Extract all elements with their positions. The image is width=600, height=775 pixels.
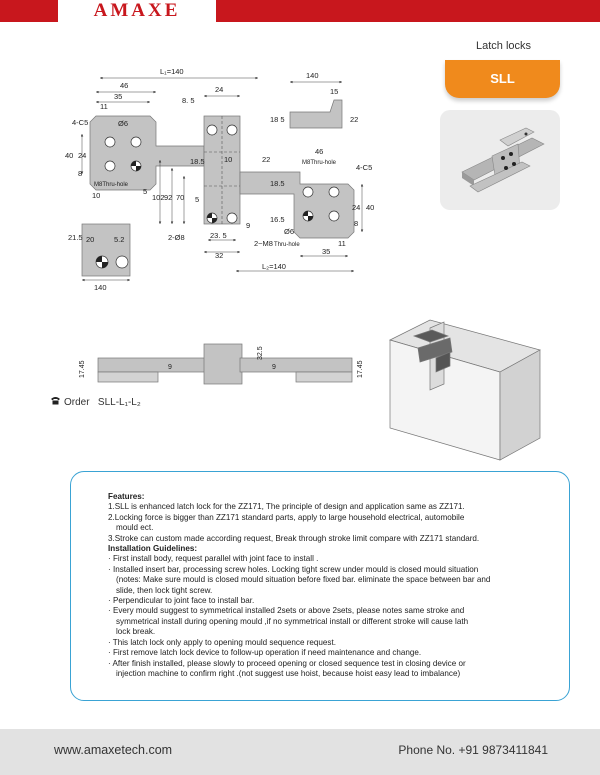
- guideline-line: · First install body, request parallel with joint face to install .: [108, 554, 319, 564]
- feature-item: 2.Locking force is bigger than ZZ171 standard parts, apply to large household electrical, automobile: [108, 512, 465, 522]
- website-link[interactable]: www.amaxetech.com: [54, 743, 173, 757]
- guideline-line: · First remove latch lock device to follow-up operation if need maintenance and change.: [108, 648, 422, 658]
- dim-5-left: 5: [143, 187, 148, 196]
- dim-17-45-left: 17.45: [79, 360, 86, 378]
- dim-8-left: 8: [78, 169, 83, 178]
- dim-16-5-right: 16.5: [270, 215, 285, 224]
- dim-140-small: 140: [94, 283, 107, 292]
- dim-15: 15: [330, 87, 339, 96]
- dim-20: 20: [86, 235, 95, 244]
- guideline-line: · Every mould suggest to symmetrical installed 2sets or above 2sets, please notes same stroke and: [108, 606, 465, 616]
- logo-text: AMAXE: [93, 0, 181, 21]
- guideline-line: · Perpendicular to joint face to install bar.: [108, 596, 255, 606]
- m8-right: M8Thru-hole: [302, 160, 337, 166]
- order-code-row: [50, 396, 141, 408]
- footer: [0, 729, 600, 775]
- phone-icon: [50, 396, 61, 405]
- dim-22-top: 22: [350, 115, 359, 124]
- dim-70: 70: [176, 193, 185, 202]
- dim-2-m8: 2~M8: [254, 239, 273, 248]
- left-block: [90, 116, 204, 190]
- dim-40-right: 40: [366, 203, 375, 212]
- dim-4-c5-right: 4-C5: [356, 163, 373, 172]
- dim-11-right: 11: [338, 239, 346, 248]
- feature-item: 3.Stroke can custom made according request, Break through stroke limit compare with ZZ171 standard.: [108, 533, 480, 543]
- dim-40-left: 40: [65, 151, 74, 160]
- dim-l1: L₁=140: [160, 67, 184, 76]
- guideline-line: symmetrical install during opening mould ,if no symmetrical install or different stroke will cause lath: [116, 616, 469, 626]
- dim-22-center: 22: [262, 155, 271, 164]
- dim-35-right: 35: [322, 247, 331, 256]
- dim-2-o8: 2-Ø8: [168, 233, 185, 242]
- category-label: Latch locks: [476, 40, 532, 52]
- guideline-line: · After finish installed, please slowly to proceed opening or closed sequence test in closing device or: [108, 658, 466, 668]
- guideline-line: · Installed insert bar, processing screw holes. Locking tight screw under mould is closed mould situation: [108, 564, 479, 574]
- m8-left: M8Thru-hole: [94, 182, 129, 188]
- dim-32: 32: [215, 251, 224, 260]
- dim-l2: L₂=140: [262, 262, 286, 271]
- dim-24-left: 24: [78, 151, 87, 160]
- guideline-line: · This latch lock only apply to opening mould sequence request.: [108, 637, 336, 647]
- top-detail-part: [290, 100, 342, 128]
- dim-23-5: 23. 5: [210, 231, 227, 240]
- mould-assembly-illustration: [390, 320, 540, 460]
- order-label: Order: [64, 397, 90, 408]
- dim-24-top: 24: [215, 85, 224, 94]
- feature-item: mould ect.: [116, 523, 154, 533]
- dim-35: 35: [114, 92, 123, 101]
- dim-9-center: 9: [246, 221, 251, 230]
- dim-18-5-right: 18.5: [270, 179, 285, 188]
- guideline-line: slide, then lock tight screw.: [116, 585, 213, 595]
- feature-item: 1.SLL is enhanced latch lock for the ZZ171, The principle of design and application same as ZZ171.: [108, 502, 465, 512]
- features-title: Features:: [108, 492, 145, 501]
- dim-10-left: 10: [92, 191, 101, 200]
- dim-8-right: 8: [354, 219, 359, 228]
- dim-24-right: 24: [352, 203, 361, 212]
- dim-9-side-left: 9: [168, 364, 172, 371]
- guidelines-title: Installation Guidelines:: [108, 544, 198, 554]
- dim-21-5: 21.5: [68, 233, 83, 242]
- guideline-line: lock break.: [116, 627, 156, 637]
- thru-hole-center: Thru-hole: [274, 242, 300, 248]
- side-view-center-block: [204, 344, 242, 384]
- right-block: [240, 172, 354, 238]
- dim-4-c5-left: 4-C5: [72, 118, 89, 127]
- dim-46: 46: [120, 81, 129, 90]
- dim-10-center: 10: [224, 155, 233, 164]
- guideline-line: (notes: Make sure mould is closed mould situation before fixed bar. eliminate the space between bar and: [116, 575, 491, 585]
- features-section: [108, 492, 563, 679]
- dim-5-2: 5.2: [114, 235, 125, 244]
- dim-102: 102: [152, 193, 165, 202]
- phone-number: Phone No. +91 9873411841: [398, 743, 548, 757]
- dim-46-right: 46: [315, 147, 324, 156]
- dim-d6-right: Ø6: [284, 227, 295, 236]
- dim-18-5-top: 18 5: [270, 115, 285, 124]
- dim-9-side-right: 9: [272, 364, 276, 371]
- dim-5-center: 5: [195, 195, 200, 204]
- side-view-left-bar: [98, 358, 206, 372]
- dim-32-5: 32.5: [257, 346, 264, 360]
- dim-92: 92: [164, 193, 173, 202]
- category-code: SLL: [490, 71, 515, 86]
- dim-18-5-center: 18.5: [190, 157, 205, 166]
- dim-17-45-right: 17.45: [357, 360, 364, 378]
- dim-140-top: 140: [306, 71, 319, 80]
- order-code: SLL-L₁-L₂: [97, 397, 141, 408]
- guideline-line: injection machine to confirm right .(not suggest use hoist, because hoist easy lead to imbalance): [116, 668, 461, 678]
- dim-8-5: 8. 5: [182, 96, 195, 105]
- dim-d6-left: Ø6: [118, 119, 129, 128]
- dim-11: 11: [100, 102, 108, 111]
